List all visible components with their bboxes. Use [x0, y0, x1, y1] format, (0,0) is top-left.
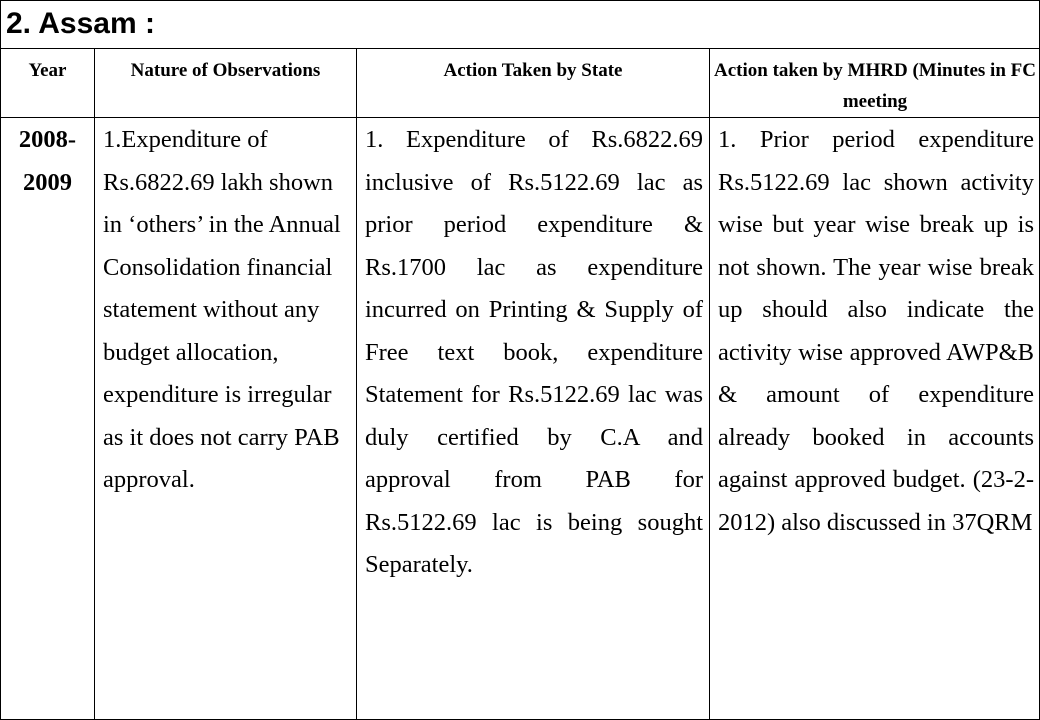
header-action-taken-by-state: Action Taken by State	[357, 49, 710, 118]
cell-action-taken-by-state: 1. Expenditure of Rs.6822.69 inclusive of Rs.5122.69 lac as prior period expenditure & Rs.1700 lac as expenditure incurred on Printing & Supply of Free text book, expenditure Statement for Rs.5122.69 lac was duly certified by C.A and approval from PAB for Rs.5122.69 lac is being sought Separately.	[357, 118, 710, 720]
header-action-taken-by-mhrd: Action taken by MHRD (Minutes in FC meeting	[710, 49, 1040, 118]
table-row	[1, 118, 1040, 720]
header-nature-of-observations: Nature of Observations	[95, 49, 357, 118]
header-row	[1, 49, 1040, 118]
cell-year: 2008-2009	[1, 118, 95, 720]
header-year: Year	[1, 49, 95, 118]
cell-nature-of-observations: 1.Expenditure of Rs.6822.69 lakh shown in ‘others’ in the Annual Consolidation financial statement without any budget allocation, expenditure is irregular as it does not carry PAB approval.	[95, 118, 357, 720]
section-heading: 2. Assam :	[6, 7, 155, 40]
cell-action-taken-by-mhrd: 1. Prior period expenditure Rs.5122.69 lac shown activity wise but year wise break up is not shown. The year wise break up should also indicate the activity wise approved AWP&B & amount of expenditure already booked in accounts against approved budget. (23-2-2012) also discussed in 37QRM	[710, 118, 1040, 720]
observations-table	[0, 48, 1040, 720]
